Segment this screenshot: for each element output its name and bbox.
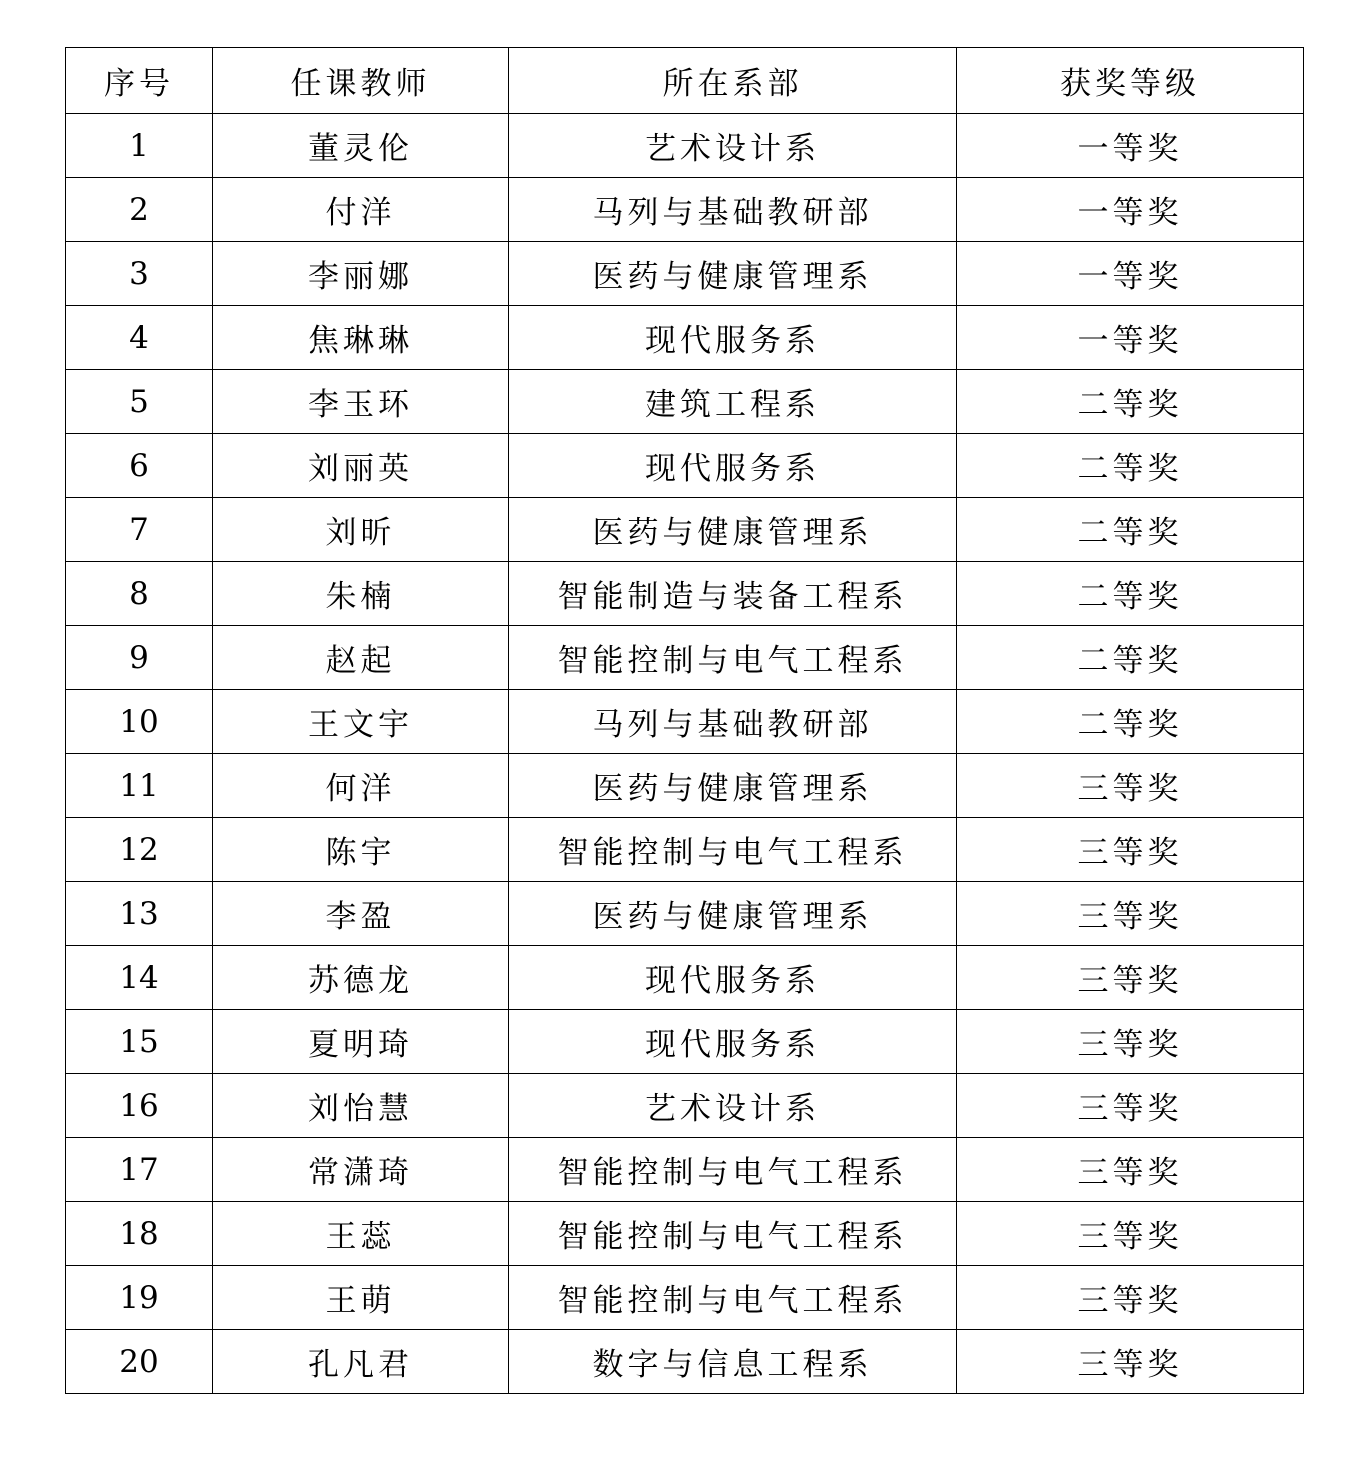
table-body xyxy=(66,114,1304,1394)
cell-department: 数字与信息工程系 xyxy=(509,1330,957,1394)
cell-index: 12 xyxy=(66,818,213,882)
cell-award: 一等奖 xyxy=(957,178,1304,242)
cell-department: 马列与基础教研部 xyxy=(509,690,957,754)
cell-department: 医药与健康管理系 xyxy=(509,498,957,562)
cell-teacher: 刘丽英 xyxy=(213,434,509,498)
table-row xyxy=(66,562,1304,626)
table-row xyxy=(66,1266,1304,1330)
table-row xyxy=(66,434,1304,498)
cell-teacher: 李丽娜 xyxy=(213,242,509,306)
cell-award: 三等奖 xyxy=(957,754,1304,818)
table-row xyxy=(66,946,1304,1010)
cell-index: 13 xyxy=(66,882,213,946)
table-row xyxy=(66,370,1304,434)
cell-award: 三等奖 xyxy=(957,1138,1304,1202)
cell-award: 二等奖 xyxy=(957,498,1304,562)
cell-department: 智能控制与电气工程系 xyxy=(509,1202,957,1266)
cell-index: 2 xyxy=(66,178,213,242)
cell-index: 11 xyxy=(66,754,213,818)
cell-index: 15 xyxy=(66,1010,213,1074)
cell-teacher: 朱楠 xyxy=(213,562,509,626)
cell-index: 18 xyxy=(66,1202,213,1266)
header-index: 序号 xyxy=(66,48,213,114)
cell-teacher: 常潇琦 xyxy=(213,1138,509,1202)
cell-award: 三等奖 xyxy=(957,1266,1304,1330)
cell-department: 医药与健康管理系 xyxy=(509,242,957,306)
cell-department: 艺术设计系 xyxy=(509,114,957,178)
cell-teacher: 王蕊 xyxy=(213,1202,509,1266)
cell-department: 智能控制与电气工程系 xyxy=(509,626,957,690)
cell-teacher: 王萌 xyxy=(213,1266,509,1330)
cell-department: 智能控制与电气工程系 xyxy=(509,1266,957,1330)
cell-teacher: 孔凡君 xyxy=(213,1330,509,1394)
cell-award: 三等奖 xyxy=(957,946,1304,1010)
header-award: 获奖等级 xyxy=(957,48,1304,114)
cell-index: 3 xyxy=(66,242,213,306)
table-row xyxy=(66,498,1304,562)
table-row xyxy=(66,1074,1304,1138)
table-row xyxy=(66,178,1304,242)
cell-award: 一等奖 xyxy=(957,306,1304,370)
cell-department: 现代服务系 xyxy=(509,1010,957,1074)
cell-award: 二等奖 xyxy=(957,562,1304,626)
table-row xyxy=(66,114,1304,178)
table-row xyxy=(66,626,1304,690)
cell-index: 7 xyxy=(66,498,213,562)
cell-department: 现代服务系 xyxy=(509,434,957,498)
cell-award: 三等奖 xyxy=(957,1074,1304,1138)
cell-teacher: 何洋 xyxy=(213,754,509,818)
cell-award: 二等奖 xyxy=(957,690,1304,754)
cell-teacher: 董灵伦 xyxy=(213,114,509,178)
cell-department: 艺术设计系 xyxy=(509,1074,957,1138)
cell-award: 三等奖 xyxy=(957,882,1304,946)
cell-teacher: 夏明琦 xyxy=(213,1010,509,1074)
header-teacher: 任课教师 xyxy=(213,48,509,114)
award-table xyxy=(65,47,1304,1394)
table-row xyxy=(66,1010,1304,1074)
table-row xyxy=(66,754,1304,818)
cell-award: 一等奖 xyxy=(957,242,1304,306)
cell-index: 10 xyxy=(66,690,213,754)
table-header-row xyxy=(66,48,1304,114)
cell-award: 三等奖 xyxy=(957,1202,1304,1266)
cell-department: 智能控制与电气工程系 xyxy=(509,818,957,882)
cell-department: 现代服务系 xyxy=(509,946,957,1010)
cell-award: 三等奖 xyxy=(957,818,1304,882)
cell-department: 现代服务系 xyxy=(509,306,957,370)
cell-index: 8 xyxy=(66,562,213,626)
cell-teacher: 王文宇 xyxy=(213,690,509,754)
cell-teacher: 刘昕 xyxy=(213,498,509,562)
cell-teacher: 赵起 xyxy=(213,626,509,690)
cell-award: 二等奖 xyxy=(957,370,1304,434)
cell-index: 6 xyxy=(66,434,213,498)
table-row xyxy=(66,306,1304,370)
cell-teacher: 刘怡慧 xyxy=(213,1074,509,1138)
cell-department: 马列与基础教研部 xyxy=(509,178,957,242)
cell-award: 二等奖 xyxy=(957,434,1304,498)
cell-index: 1 xyxy=(66,114,213,178)
cell-department: 智能控制与电气工程系 xyxy=(509,1138,957,1202)
cell-award: 二等奖 xyxy=(957,626,1304,690)
cell-department: 智能制造与装备工程系 xyxy=(509,562,957,626)
cell-award: 三等奖 xyxy=(957,1330,1304,1394)
cell-department: 建筑工程系 xyxy=(509,370,957,434)
table-row xyxy=(66,1202,1304,1266)
cell-index: 9 xyxy=(66,626,213,690)
cell-index: 19 xyxy=(66,1266,213,1330)
cell-award: 三等奖 xyxy=(957,1010,1304,1074)
header-department: 所在系部 xyxy=(509,48,957,114)
cell-index: 5 xyxy=(66,370,213,434)
table-row xyxy=(66,690,1304,754)
table-row xyxy=(66,1330,1304,1394)
cell-award: 一等奖 xyxy=(957,114,1304,178)
cell-teacher: 陈宇 xyxy=(213,818,509,882)
cell-index: 4 xyxy=(66,306,213,370)
cell-department: 医药与健康管理系 xyxy=(509,882,957,946)
cell-teacher: 李玉环 xyxy=(213,370,509,434)
cell-teacher: 焦琳琳 xyxy=(213,306,509,370)
cell-teacher: 李盈 xyxy=(213,882,509,946)
cell-department: 医药与健康管理系 xyxy=(509,754,957,818)
cell-index: 17 xyxy=(66,1138,213,1202)
cell-teacher: 苏德龙 xyxy=(213,946,509,1010)
cell-index: 14 xyxy=(66,946,213,1010)
table-row xyxy=(66,242,1304,306)
cell-index: 20 xyxy=(66,1330,213,1394)
table-row xyxy=(66,882,1304,946)
cell-teacher: 付洋 xyxy=(213,178,509,242)
table-row xyxy=(66,1138,1304,1202)
cell-index: 16 xyxy=(66,1074,213,1138)
table-row xyxy=(66,818,1304,882)
